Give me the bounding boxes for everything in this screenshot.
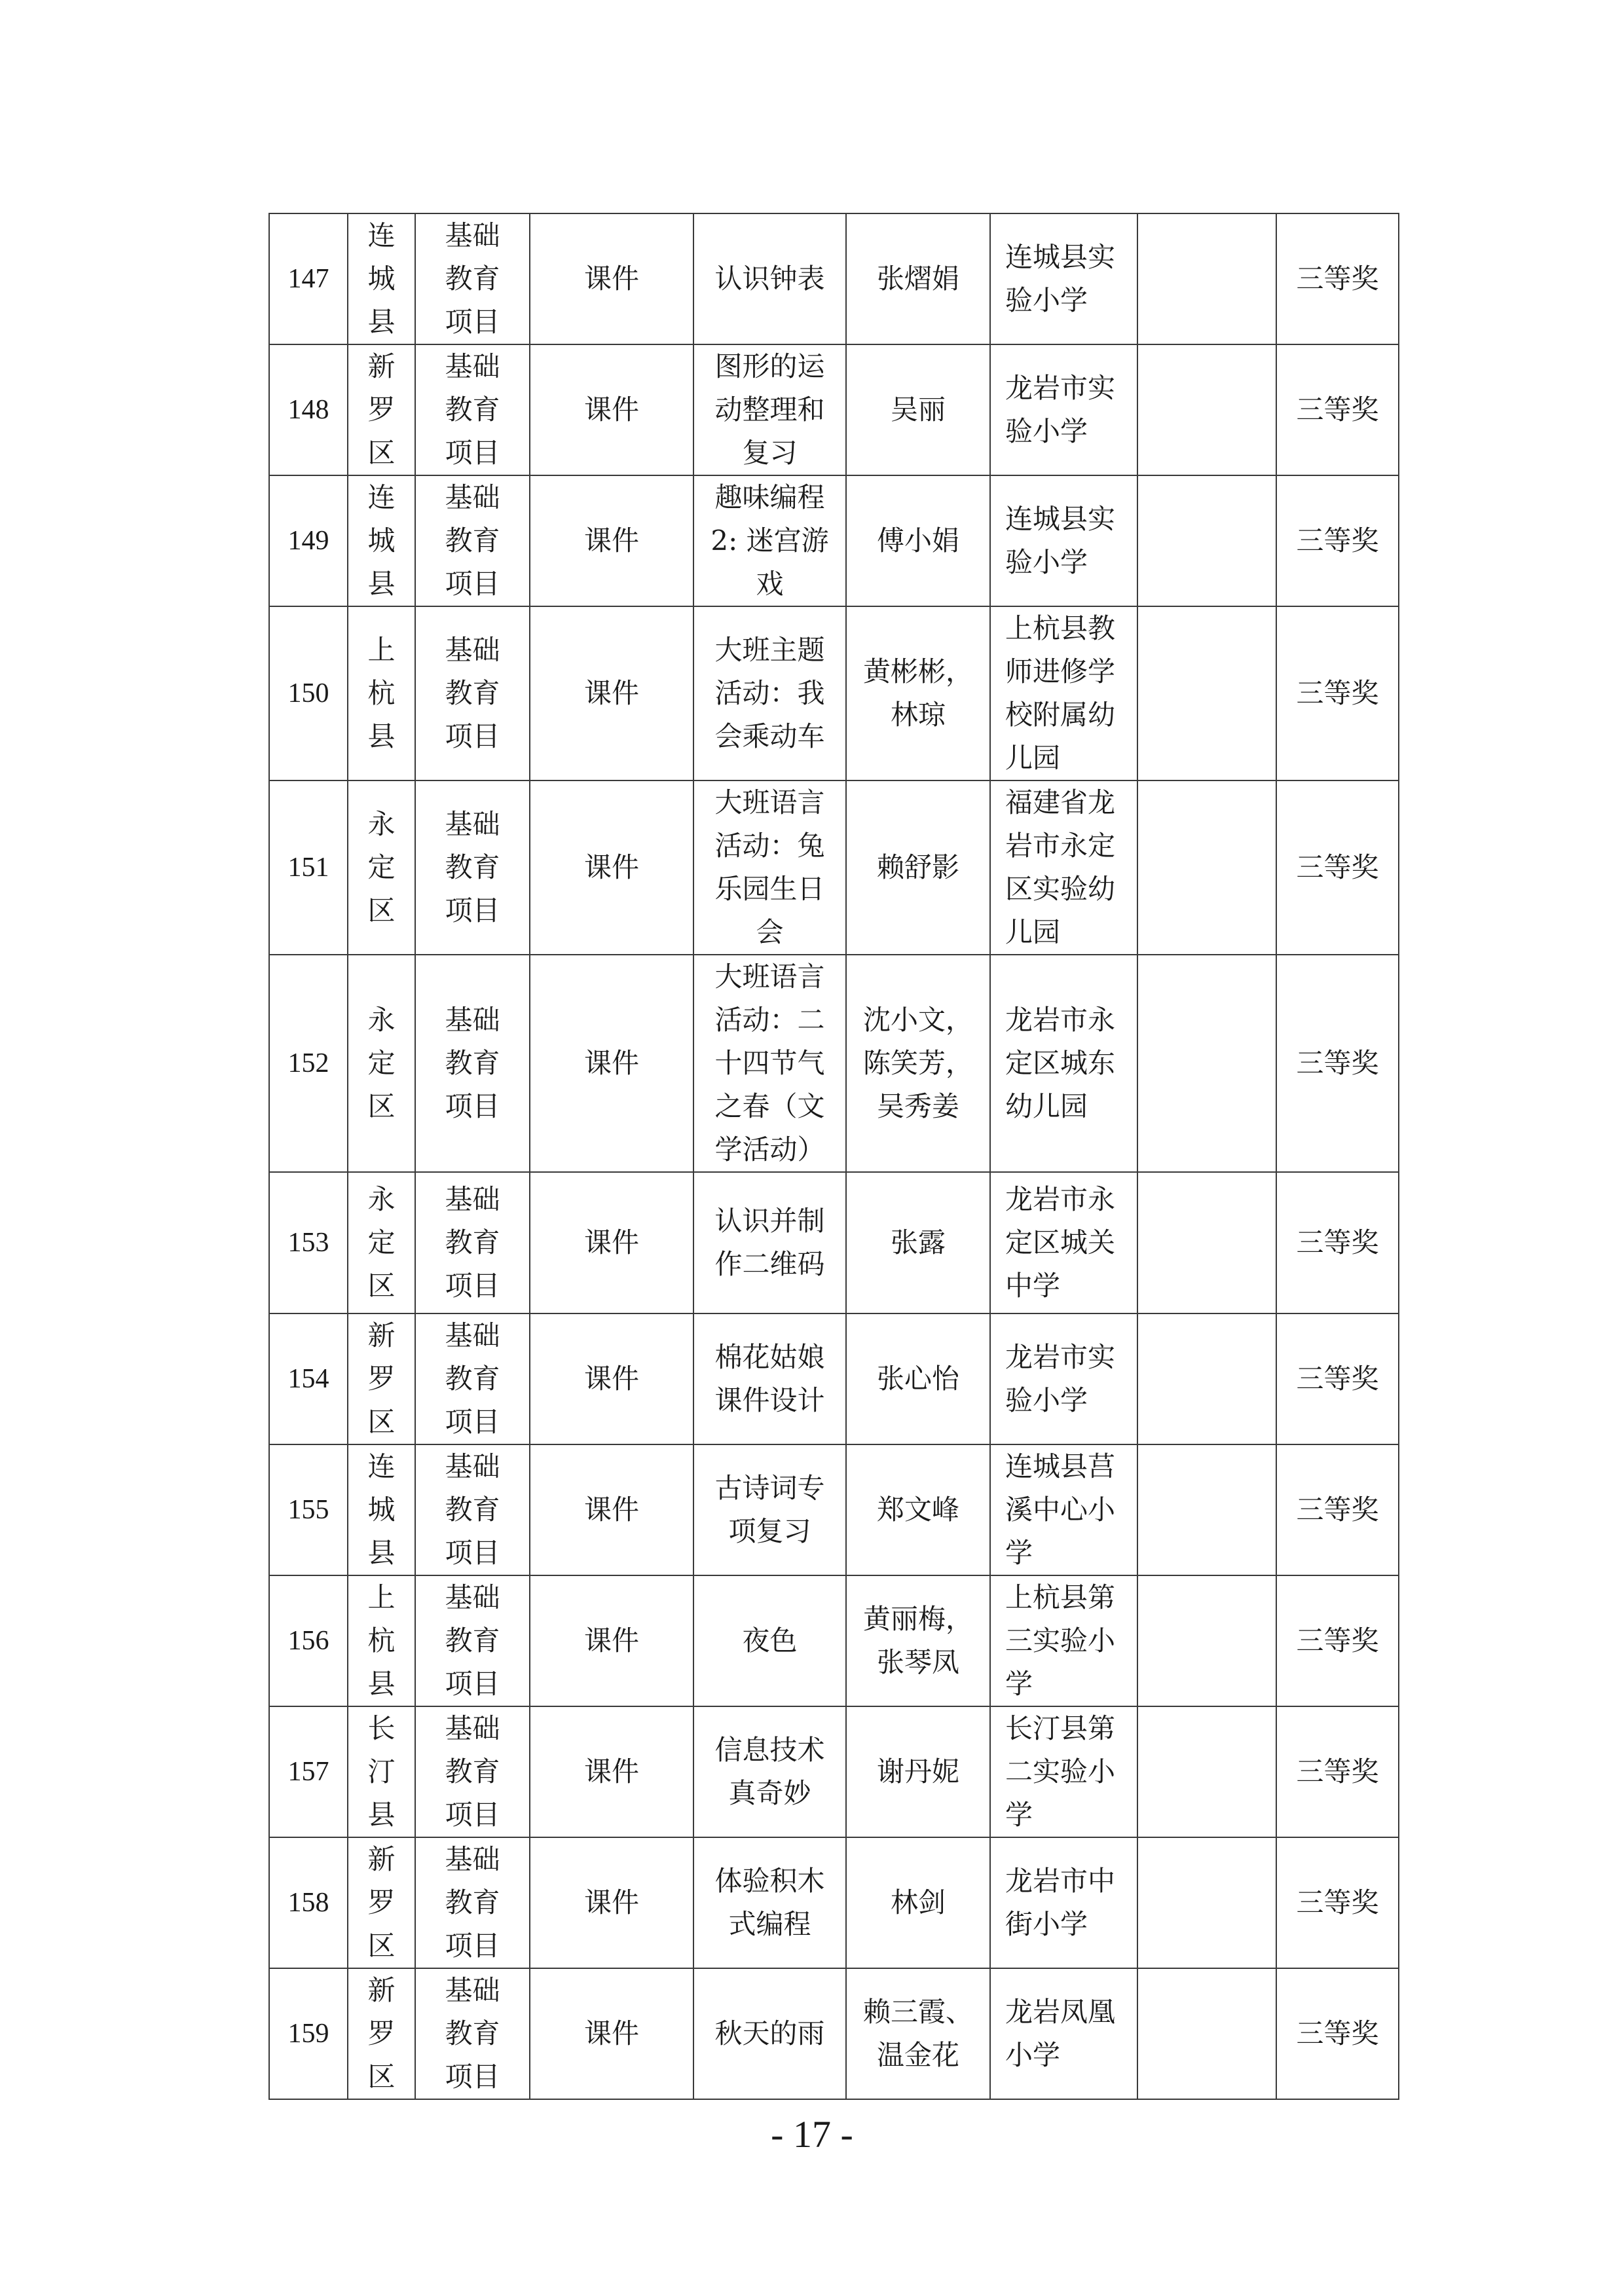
award-cell: 三等奖 bbox=[1276, 1837, 1399, 1968]
organization-cell-line: 二实验小 bbox=[1005, 1755, 1116, 1788]
table-row bbox=[269, 1172, 1399, 1313]
blank-cell bbox=[1137, 606, 1276, 780]
title-cell bbox=[693, 1575, 846, 1706]
award-cell: 三等奖 bbox=[1276, 955, 1399, 1172]
category-cell-line: 基础 bbox=[445, 1712, 500, 1744]
district-cell bbox=[348, 475, 415, 606]
organization-cell-line: 校附属幼 bbox=[1005, 699, 1116, 731]
title-cell-line: 大班语言 bbox=[714, 786, 825, 818]
authors-cell bbox=[846, 475, 990, 606]
title-cell-line: 活动：我 bbox=[714, 677, 825, 709]
category-cell-line: 基础 bbox=[445, 1581, 500, 1613]
district-cell bbox=[348, 344, 415, 475]
table-row bbox=[269, 1444, 1399, 1575]
district-cell-line: 城 bbox=[367, 524, 396, 557]
category-cell-line: 教育 bbox=[445, 394, 500, 426]
type-cell: 课件 bbox=[530, 1172, 693, 1313]
district-cell-line: 罗 bbox=[367, 394, 396, 426]
category-cell-line: 教育 bbox=[445, 1625, 500, 1657]
award-cell: 三等奖 bbox=[1276, 1968, 1399, 2099]
title-cell-line: 夜色 bbox=[742, 1625, 798, 1657]
award-cell: 三等奖 bbox=[1276, 213, 1399, 344]
district-cell-line: 区 bbox=[367, 1090, 396, 1122]
authors-cell-line: 林剑 bbox=[890, 1886, 946, 1919]
award-cell: 三等奖 bbox=[1276, 1313, 1399, 1444]
category-cell-line: 项目 bbox=[445, 1406, 500, 1438]
table-row bbox=[269, 606, 1399, 780]
district-cell bbox=[348, 213, 415, 344]
page-number: - 17 - bbox=[771, 2113, 853, 2156]
authors-cell-line: 郑文峰 bbox=[876, 1494, 959, 1526]
district-cell-line: 区 bbox=[367, 437, 396, 469]
blank-cell bbox=[1137, 475, 1276, 606]
title-cell-line: 棉花姑娘 bbox=[714, 1341, 825, 1373]
authors-cell-line: 沈小文， bbox=[862, 1004, 973, 1036]
district-cell bbox=[348, 1706, 415, 1837]
award-cell: 三等奖 bbox=[1276, 606, 1399, 780]
organization-cell-line: 连城县实 bbox=[1005, 503, 1116, 535]
district-cell bbox=[348, 955, 415, 1172]
organization-cell-line: 长汀县第 bbox=[1005, 1712, 1116, 1744]
district-cell-line: 区 bbox=[367, 1270, 396, 1302]
award-cell: 三等奖 bbox=[1276, 1575, 1399, 1706]
title-cell-line: 信息技术 bbox=[714, 1734, 825, 1766]
organization-cell-line: 溪中心小 bbox=[1005, 1494, 1116, 1526]
type-cell: 课件 bbox=[530, 955, 693, 1172]
title-cell bbox=[693, 780, 846, 955]
district-cell bbox=[348, 1575, 415, 1706]
district-cell-line: 上 bbox=[367, 1581, 396, 1613]
category-cell bbox=[415, 780, 530, 955]
organization-cell bbox=[990, 606, 1137, 780]
district-cell-line: 定 bbox=[367, 1226, 396, 1258]
table-row bbox=[269, 780, 1399, 955]
row-number: 155 bbox=[269, 1444, 348, 1575]
organization-cell-line: 师进修学 bbox=[1005, 655, 1116, 688]
title-cell-line: 项复习 bbox=[728, 1515, 811, 1547]
organization-cell bbox=[990, 344, 1137, 475]
organization-cell-line: 连城县实 bbox=[1005, 241, 1116, 273]
district-cell bbox=[348, 1837, 415, 1968]
district-cell-line: 连 bbox=[367, 481, 396, 513]
authors-cell-line: 张琴凤 bbox=[876, 1646, 959, 1678]
authors-cell-line: 吴秀姜 bbox=[876, 1090, 959, 1122]
organization-cell-line: 上杭县第 bbox=[1005, 1581, 1116, 1613]
district-cell-line: 县 bbox=[367, 568, 396, 600]
organization-cell-line: 学 bbox=[1005, 1799, 1033, 1831]
organization-cell-line: 幼儿园 bbox=[1005, 1090, 1088, 1122]
district-cell-line: 连 bbox=[367, 219, 396, 251]
table-row bbox=[269, 344, 1399, 475]
organization-cell-line: 定区城关 bbox=[1005, 1226, 1116, 1258]
category-cell-line: 基础 bbox=[445, 1319, 500, 1351]
authors-cell bbox=[846, 1575, 990, 1706]
district-cell-line: 县 bbox=[367, 1537, 396, 1569]
organization-cell-line: 龙岩市永 bbox=[1005, 1004, 1116, 1036]
row-number: 151 bbox=[269, 780, 348, 955]
authors-cell bbox=[846, 606, 990, 780]
type-cell: 课件 bbox=[530, 606, 693, 780]
type-cell: 课件 bbox=[530, 1706, 693, 1837]
district-cell bbox=[348, 1172, 415, 1313]
row-number: 153 bbox=[269, 1172, 348, 1313]
category-cell bbox=[415, 606, 530, 780]
category-cell bbox=[415, 1575, 530, 1706]
table-row bbox=[269, 1706, 1399, 1837]
organization-cell-line: 上杭县教 bbox=[1005, 612, 1116, 644]
table-row bbox=[269, 1575, 1399, 1706]
award-cell: 三等奖 bbox=[1276, 1172, 1399, 1313]
organization-cell bbox=[990, 1313, 1137, 1444]
row-number: 150 bbox=[269, 606, 348, 780]
category-cell-line: 基础 bbox=[445, 1183, 500, 1215]
district-cell-line: 县 bbox=[367, 1668, 396, 1700]
organization-cell-line: 小学 bbox=[1005, 2039, 1061, 2071]
category-cell-line: 项目 bbox=[445, 1668, 500, 1700]
title-cell-line: 会 bbox=[756, 916, 784, 948]
category-cell-line: 教育 bbox=[445, 1226, 500, 1258]
row-number: 147 bbox=[269, 213, 348, 344]
row-number: 148 bbox=[269, 344, 348, 475]
authors-cell bbox=[846, 1968, 990, 2099]
category-cell-line: 基础 bbox=[445, 350, 500, 382]
title-cell-line: 十四节气 bbox=[714, 1047, 825, 1079]
organization-cell-line: 区实验幼 bbox=[1005, 873, 1116, 905]
organization-cell-line: 岩市永定 bbox=[1005, 830, 1116, 862]
row-number: 159 bbox=[269, 1968, 348, 2099]
category-cell-line: 项目 bbox=[445, 1270, 500, 1302]
organization-cell-line: 验小学 bbox=[1005, 415, 1088, 447]
title-cell-line: 认识钟表 bbox=[714, 263, 825, 295]
title-cell bbox=[693, 1172, 846, 1313]
title-cell bbox=[693, 1444, 846, 1575]
category-cell bbox=[415, 1444, 530, 1575]
organization-cell-line: 龙岩市实 bbox=[1005, 1341, 1116, 1373]
district-cell-line: 区 bbox=[367, 1930, 396, 1962]
district-cell-line: 县 bbox=[367, 306, 396, 338]
district-cell-line: 定 bbox=[367, 851, 396, 883]
authors-cell bbox=[846, 344, 990, 475]
category-cell-line: 教育 bbox=[445, 1494, 500, 1526]
row-number: 156 bbox=[269, 1575, 348, 1706]
authors-cell-line: 黄彬彬， bbox=[862, 655, 973, 688]
award-cell: 三等奖 bbox=[1276, 475, 1399, 606]
district-cell-line: 区 bbox=[367, 1406, 396, 1438]
table-row bbox=[269, 213, 1399, 344]
row-number: 157 bbox=[269, 1706, 348, 1837]
category-cell-line: 项目 bbox=[445, 894, 500, 927]
category-cell-line: 项目 bbox=[445, 568, 500, 600]
title-cell bbox=[693, 606, 846, 780]
organization-cell-line: 验小学 bbox=[1005, 1384, 1088, 1416]
row-number: 152 bbox=[269, 955, 348, 1172]
category-cell-line: 教育 bbox=[445, 851, 500, 883]
category-cell-line: 项目 bbox=[445, 720, 500, 752]
district-cell-line: 定 bbox=[367, 1047, 396, 1079]
authors-cell-line: 赖舒影 bbox=[876, 851, 959, 883]
authors-cell-line: 张露 bbox=[890, 1226, 946, 1258]
title-cell-line: 大班主题 bbox=[714, 634, 825, 666]
title-cell-line: 动整理和 bbox=[714, 394, 825, 426]
title-cell-line: 会乘动车 bbox=[714, 720, 825, 752]
table-row bbox=[269, 1837, 1399, 1968]
category-cell bbox=[415, 1968, 530, 2099]
title-cell-line: 式编程 bbox=[728, 1908, 811, 1940]
title-cell-line: 作二维码 bbox=[714, 1248, 825, 1280]
organization-cell-line: 龙岩凤凰 bbox=[1005, 1996, 1116, 2028]
district-cell bbox=[348, 1444, 415, 1575]
blank-cell bbox=[1137, 1706, 1276, 1837]
category-cell-line: 基础 bbox=[445, 1450, 500, 1482]
title-cell-line: 趣味编程 bbox=[714, 481, 825, 513]
award-cell: 三等奖 bbox=[1276, 1444, 1399, 1575]
district-cell-line: 新 bbox=[367, 1319, 396, 1351]
category-cell bbox=[415, 344, 530, 475]
organization-cell bbox=[990, 1444, 1137, 1575]
title-cell bbox=[693, 1837, 846, 1968]
award-cell: 三等奖 bbox=[1276, 780, 1399, 955]
organization-cell-line: 儿园 bbox=[1005, 916, 1061, 948]
authors-cell-line: 黄丽梅， bbox=[862, 1603, 973, 1635]
category-cell bbox=[415, 475, 530, 606]
category-cell-line: 基础 bbox=[445, 219, 500, 251]
type-cell: 课件 bbox=[530, 1575, 693, 1706]
category-cell-line: 基础 bbox=[445, 1974, 500, 2006]
authors-cell bbox=[846, 955, 990, 1172]
district-cell-line: 杭 bbox=[367, 1625, 396, 1657]
organization-cell bbox=[990, 475, 1137, 606]
table-row bbox=[269, 955, 1399, 1172]
organization-cell bbox=[990, 1968, 1137, 2099]
title-cell-line: 古诗词专 bbox=[714, 1472, 825, 1504]
title-cell bbox=[693, 1968, 846, 2099]
organization-cell-line: 连城县莒 bbox=[1005, 1450, 1116, 1482]
title-cell bbox=[693, 475, 846, 606]
type-cell: 课件 bbox=[530, 344, 693, 475]
category-cell bbox=[415, 955, 530, 1172]
title-cell-line: 课件设计 bbox=[714, 1384, 825, 1416]
row-number: 158 bbox=[269, 1837, 348, 1968]
category-cell-line: 教育 bbox=[445, 1047, 500, 1079]
authors-cell bbox=[846, 1313, 990, 1444]
category-cell-line: 教育 bbox=[445, 1886, 500, 1919]
district-cell-line: 罗 bbox=[367, 1363, 396, 1395]
district-cell-line: 区 bbox=[367, 894, 396, 927]
blank-cell bbox=[1137, 344, 1276, 475]
authors-cell-line: 傅小娟 bbox=[876, 524, 959, 557]
authors-cell-line: 赖三霞、 bbox=[862, 1996, 973, 2028]
category-cell-line: 项目 bbox=[445, 437, 500, 469]
category-cell-line: 项目 bbox=[445, 1090, 500, 1122]
district-cell-line: 永 bbox=[367, 1004, 396, 1036]
authors-cell-line: 张熠娟 bbox=[876, 263, 959, 295]
title-cell-line: 体验积木 bbox=[714, 1865, 825, 1897]
district-cell-line: 罗 bbox=[367, 1886, 396, 1919]
row-number: 149 bbox=[269, 475, 348, 606]
district-cell-line: 汀 bbox=[367, 1755, 396, 1788]
authors-cell bbox=[846, 1706, 990, 1837]
category-cell-line: 基础 bbox=[445, 481, 500, 513]
title-cell-line: 复习 bbox=[742, 437, 798, 469]
type-cell: 课件 bbox=[530, 475, 693, 606]
district-cell-line: 连 bbox=[367, 1450, 396, 1482]
title-cell bbox=[693, 955, 846, 1172]
title-cell-line: 学活动） bbox=[714, 1133, 825, 1166]
title-cell bbox=[693, 344, 846, 475]
district-cell-line: 新 bbox=[367, 1974, 396, 2006]
category-cell-line: 项目 bbox=[445, 1930, 500, 1962]
organization-cell bbox=[990, 1706, 1137, 1837]
category-cell-line: 项目 bbox=[445, 1799, 500, 1831]
organization-cell-line: 龙岩市永 bbox=[1005, 1183, 1116, 1215]
title-cell-line: 大班语言 bbox=[714, 961, 825, 993]
district-cell bbox=[348, 606, 415, 780]
category-cell-line: 项目 bbox=[445, 306, 500, 338]
category-cell-line: 教育 bbox=[445, 1363, 500, 1395]
table-row bbox=[269, 1313, 1399, 1444]
authors-cell bbox=[846, 1172, 990, 1313]
category-cell bbox=[415, 213, 530, 344]
authors-cell bbox=[846, 780, 990, 955]
blank-cell bbox=[1137, 780, 1276, 955]
blank-cell bbox=[1137, 1575, 1276, 1706]
award-cell: 三等奖 bbox=[1276, 1706, 1399, 1837]
type-cell: 课件 bbox=[530, 1313, 693, 1444]
district-cell bbox=[348, 1313, 415, 1444]
authors-cell-line: 张心怡 bbox=[876, 1363, 959, 1395]
organization-cell bbox=[990, 213, 1137, 344]
blank-cell bbox=[1137, 1968, 1276, 2099]
title-cell bbox=[693, 1706, 846, 1837]
district-cell-line: 城 bbox=[367, 1494, 396, 1526]
title-cell-line: 乐园生日 bbox=[714, 873, 825, 905]
table-row bbox=[269, 475, 1399, 606]
type-cell: 课件 bbox=[530, 1837, 693, 1968]
district-cell bbox=[348, 780, 415, 955]
organization-cell-line: 龙岩市实 bbox=[1005, 372, 1116, 404]
authors-cell bbox=[846, 1444, 990, 1575]
title-cell-line: 之春（文 bbox=[714, 1090, 825, 1122]
district-cell-line: 区 bbox=[367, 2061, 396, 2093]
title-cell-line: 活动：二 bbox=[714, 1004, 825, 1036]
organization-cell-line: 学 bbox=[1005, 1537, 1033, 1569]
district-cell-line: 县 bbox=[367, 1799, 396, 1831]
authors-cell-line: 谢丹妮 bbox=[876, 1755, 959, 1788]
organization-cell-line: 中学 bbox=[1005, 1270, 1061, 1302]
category-cell-line: 教育 bbox=[445, 263, 500, 295]
blank-cell bbox=[1137, 1172, 1276, 1313]
organization-cell bbox=[990, 780, 1137, 955]
blank-cell bbox=[1137, 1313, 1276, 1444]
authors-cell-line: 陈笑芳， bbox=[862, 1047, 973, 1079]
organization-cell-line: 儿园 bbox=[1005, 742, 1061, 774]
type-cell: 课件 bbox=[530, 780, 693, 955]
blank-cell bbox=[1137, 213, 1276, 344]
category-cell-line: 项目 bbox=[445, 2061, 500, 2093]
category-cell-line: 教育 bbox=[445, 524, 500, 557]
district-cell-line: 长 bbox=[367, 1712, 396, 1744]
type-cell: 课件 bbox=[530, 213, 693, 344]
organization-cell-line: 验小学 bbox=[1005, 284, 1088, 316]
district-cell-line: 上 bbox=[367, 634, 396, 666]
category-cell-line: 基础 bbox=[445, 1843, 500, 1875]
district-cell-line: 罗 bbox=[367, 2017, 396, 2049]
blank-cell bbox=[1137, 1837, 1276, 1968]
title-cell-line: 2: 迷宫游 bbox=[710, 524, 829, 557]
district-cell-line: 杭 bbox=[367, 677, 396, 709]
category-cell-line: 基础 bbox=[445, 1004, 500, 1036]
table-row bbox=[269, 1968, 1399, 2099]
organization-cell-line: 学 bbox=[1005, 1668, 1033, 1700]
organization-cell-line: 定区城东 bbox=[1005, 1047, 1116, 1079]
organization-cell bbox=[990, 1837, 1137, 1968]
organization-cell-line: 验小学 bbox=[1005, 546, 1088, 578]
title-cell-line: 真奇妙 bbox=[728, 1777, 811, 1809]
table-body bbox=[269, 213, 1399, 2099]
authors-cell bbox=[846, 1837, 990, 1968]
type-cell: 课件 bbox=[530, 1968, 693, 2099]
category-cell-line: 项目 bbox=[445, 1537, 500, 1569]
category-cell bbox=[415, 1313, 530, 1444]
blank-cell bbox=[1137, 955, 1276, 1172]
organization-cell bbox=[990, 955, 1137, 1172]
category-cell bbox=[415, 1172, 530, 1313]
category-cell-line: 教育 bbox=[445, 2017, 500, 2049]
category-cell-line: 教育 bbox=[445, 677, 500, 709]
category-cell-line: 教育 bbox=[445, 1755, 500, 1788]
blank-cell bbox=[1137, 1444, 1276, 1575]
authors-cell-line: 林琼 bbox=[890, 699, 946, 731]
district-cell-line: 新 bbox=[367, 350, 396, 382]
organization-cell-line: 龙岩市中 bbox=[1005, 1865, 1116, 1897]
category-cell-line: 基础 bbox=[445, 808, 500, 840]
title-cell-line: 秋天的雨 bbox=[714, 2017, 825, 2049]
district-cell-line: 永 bbox=[367, 1183, 396, 1215]
district-cell bbox=[348, 1968, 415, 2099]
title-cell-line: 认识并制 bbox=[714, 1205, 825, 1237]
organization-cell-line: 三实验小 bbox=[1005, 1625, 1116, 1657]
organization-cell bbox=[990, 1172, 1137, 1313]
district-cell-line: 城 bbox=[367, 263, 396, 295]
title-cell bbox=[693, 1313, 846, 1444]
awards-table bbox=[268, 213, 1399, 2100]
title-cell-line: 戏 bbox=[756, 568, 784, 600]
organization-cell bbox=[990, 1575, 1137, 1706]
organization-cell-line: 街小学 bbox=[1005, 1908, 1088, 1940]
type-cell: 课件 bbox=[530, 1444, 693, 1575]
category-cell-line: 基础 bbox=[445, 634, 500, 666]
title-cell-line: 活动：兔 bbox=[714, 830, 825, 862]
category-cell bbox=[415, 1706, 530, 1837]
title-cell-line: 图形的运 bbox=[714, 350, 825, 382]
row-number: 154 bbox=[269, 1313, 348, 1444]
district-cell-line: 永 bbox=[367, 808, 396, 840]
district-cell-line: 新 bbox=[367, 1843, 396, 1875]
organization-cell-line: 福建省龙 bbox=[1005, 786, 1116, 818]
authors-cell-line: 吴丽 bbox=[890, 394, 946, 426]
authors-cell-line: 温金花 bbox=[876, 2039, 959, 2071]
authors-cell bbox=[846, 213, 990, 344]
district-cell-line: 县 bbox=[367, 720, 396, 752]
category-cell bbox=[415, 1837, 530, 1968]
title-cell bbox=[693, 213, 846, 344]
award-cell: 三等奖 bbox=[1276, 344, 1399, 475]
